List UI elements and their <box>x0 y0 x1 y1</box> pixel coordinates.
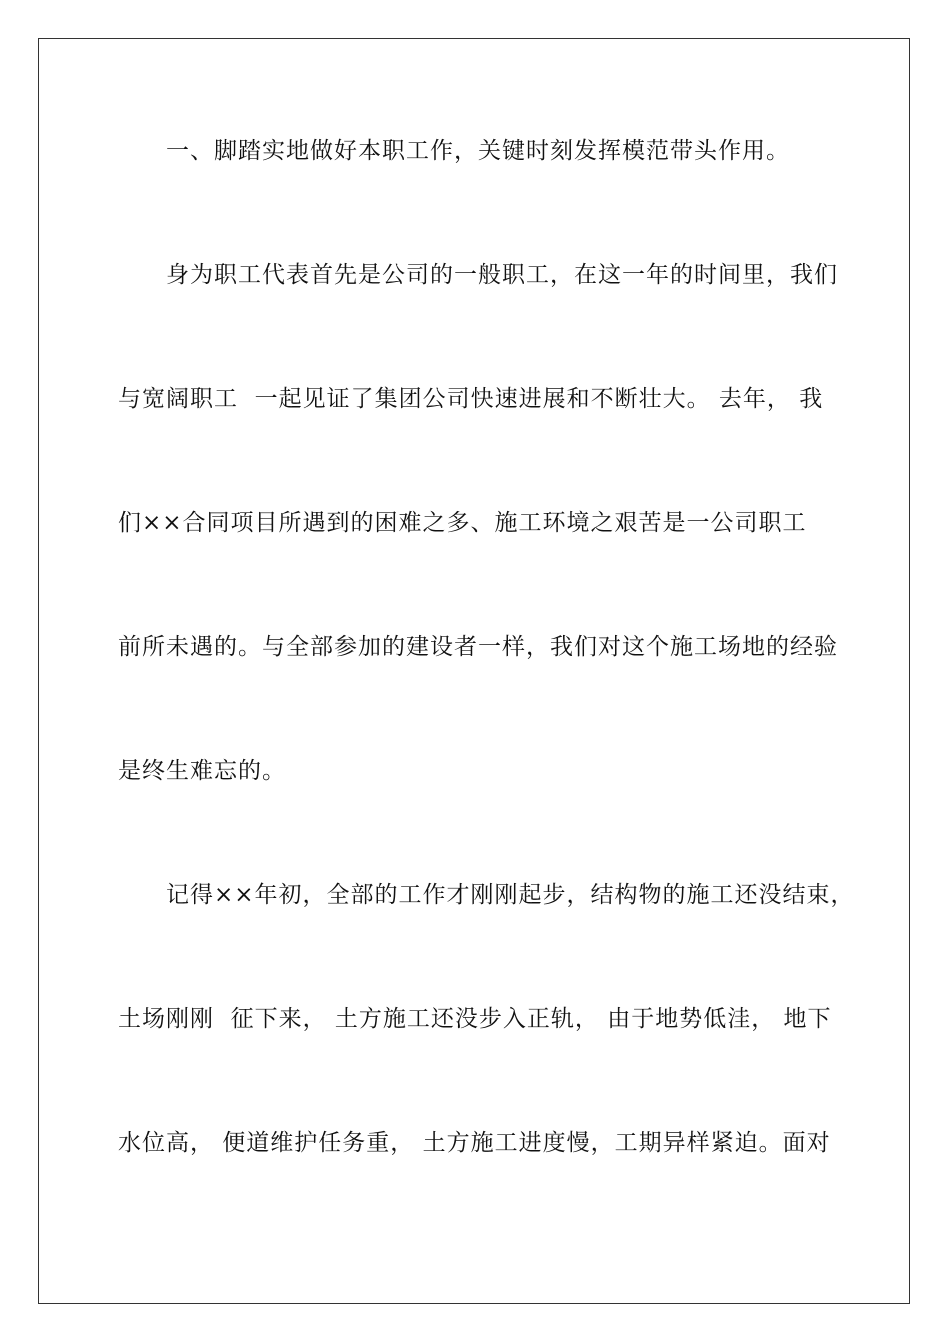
paragraph-line: 水位高， 便道维护任务重， 土方施工进度慢，工期异样紧迫。面对 <box>118 1130 831 1156</box>
paragraph-line: 土场刚刚 征下来， 土方施工还没步入正轨， 由于地势低洼， 地下 <box>118 1006 832 1032</box>
paragraph-line: 前所未遇的。与全部参加的建设者一样，我们对这个施工场地的经验 <box>118 634 838 660</box>
paragraph-line: 记得××年初，全部的工作才刚刚起步，结构物的施工还没结束， <box>166 882 855 908</box>
paragraph-line: 身为职工代表首先是公司的一般职工，在这一年的时间里，我们 <box>166 262 838 288</box>
paragraph-line: 是终生难忘的。 <box>118 758 286 784</box>
paragraph-line: 们××合同项目所遇到的困难之多、施工环境之艰苦是一公司职工 <box>118 510 807 536</box>
document-page <box>38 38 910 1304</box>
paragraph-line: 与宽阔职工 一起见证了集团公司快速进展和不断壮大。 去年， 我 <box>118 386 824 412</box>
heading-line: 一、脚踏实地做好本职工作，关键时刻发挥模范带头作用。 <box>166 138 790 164</box>
